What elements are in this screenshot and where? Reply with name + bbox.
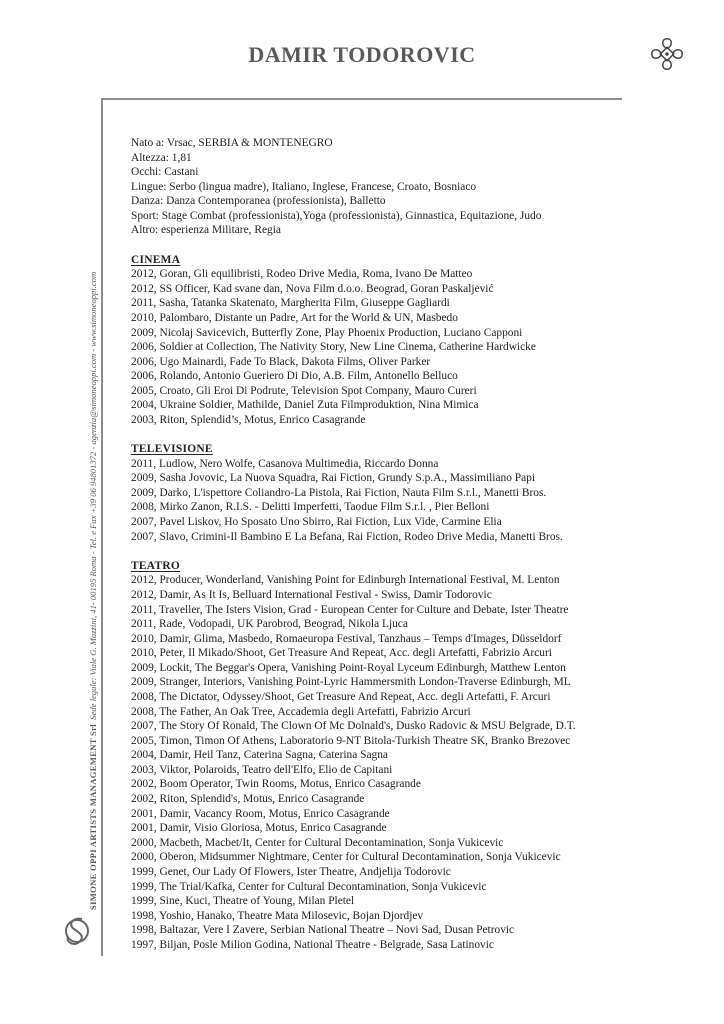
credit-item: 2010, Damir, Glima, Masbedo, Romaeuropa Festival, Tanzhaus – Temps d'Images, Düsseldorf <box>131 632 562 645</box>
credit-item: 2010, Peter, Il Mikado/Shoot, Get Treasure And Repeat, Acc. degli Artefatti, Fabrizio Arcuri <box>131 647 552 660</box>
cv-content <box>131 136 621 952</box>
credit-item: 2007, Slavo, Crimini-Il Bambino E La Befana, Rai Fiction, Rodeo Drive Media, Manetti Bros. <box>131 530 563 543</box>
section-heading: TEATRO <box>131 559 181 572</box>
agency-name: SIMONE OPPI ARTISTS MANAGEMENT Srl <box>88 724 98 910</box>
credit-item: 1999, Sine, Kuci, Theatre of Young, Milan Pletel <box>131 895 355 908</box>
credit-item: 2008, The Dictator, Odyssey/Shoot, Get Treasure And Repeat, Acc. degli Artefatti, F. Arcuri <box>131 691 551 704</box>
profile-height: Altezza: 1,81 <box>131 151 192 164</box>
profile-languages: Lingue: Serbo (lingua madre), Italiano, Inglese, Francese, Croato, Bosniaco <box>131 180 477 193</box>
credit-item: 2009, Lockit, The Beggar's Opera, Vanishing Point-Royal Lyceum Edinburgh, Matthew Lenton <box>131 661 566 674</box>
credit-item: 2011, Rade, Vodopadi, UK Parobrod, Beograd, Nikola Ljuca <box>131 618 408 631</box>
agency-contact: Sede legale: Viale G. Mazzini, 41- 00195 Roma - Tel. e Fax +39 06 94801372 - agenzia@simoneoppi.com - www.simoneoppi.com <box>88 271 98 720</box>
credit-item: 2005, Timon, Timon Of Athens, Laboratorio 9-NT Bitola-Turkish Theatre SK, Branko Brezovec <box>131 734 571 747</box>
credit-item: 2012, Producer, Wonderland, Vanishing Point for Edinburgh International Festival, M. Lenton <box>131 574 560 587</box>
credit-item: 2008, Mirko Zanon, R.I.S. - Delitti Imperfetti, Taodue Film S.r.l. , Pier Belloni <box>131 501 490 514</box>
top-rule <box>101 98 622 100</box>
credit-item: 2010, Palombaro, Distante un Padre, Art for the World & UN, Masbedo <box>131 311 458 324</box>
credit-item: 2004, Damir, Heil Tanz, Caterina Sagna, Caterina Sagna <box>131 749 388 762</box>
profile-dance: Danza: Danza Contemporanea (professionista), Balletto <box>131 195 386 208</box>
ornament-icon <box>648 35 686 73</box>
credit-item: 2012, Damir, As It Is, Belluard International Festival - Swiss, Damir Todorovic <box>131 588 492 601</box>
credit-item: 2001, Damir, Visio Gloriosa, Motus, Enrico Casagrande <box>131 822 387 835</box>
section-teatro <box>131 559 621 953</box>
credit-item: 1998, Baltazar, Vere I Zavere, Serbian National Theatre – Novi Sad, Dusan Petrovic <box>131 924 515 937</box>
profile-sport: Sport: Stage Combat (professionista),Yoga (professionista), Ginnastica, Equitazione, Judo <box>131 209 542 222</box>
credit-item: 1999, The Trial/Kafka, Center for Cultural Decontamination, Sonja Vukicevic <box>131 880 487 893</box>
profile-other: Altro: esperienza Militare, Regia <box>131 224 281 237</box>
profile-birthplace: Nato a: Vrsac, SERBIA & MONTENEGRO <box>131 137 333 149</box>
section-cinema <box>131 253 621 428</box>
credit-item: 2008, The Father, An Oak Tree, Accademia degli Artefatti, Fabrizio Arcuri <box>131 705 471 718</box>
page-title: DAMIR TODOROVIC <box>248 42 476 67</box>
credit-item: 2011, Sasha, Tatanka Skatenato, Margherita Film, Giuseppe Gagliardi <box>131 297 450 310</box>
credit-item: 2000, Macbeth, Macbet/It, Center for Cultural Decontamination, Sonja Vukicevic <box>131 836 504 849</box>
credit-item: 2002, Riton, Splendid's, Motus, Enrico Casagrande <box>131 793 365 806</box>
credit-item: 2007, The Story Of Ronald, The Clown Of Mc Dolnald's, Dusko Radovic & MSU Belgrade, D.T. <box>131 720 576 733</box>
credit-item: 2012, Goran, Gli equilibristi, Rodeo Drive Media, Roma, Ivano De Matteo <box>131 268 473 281</box>
profile-block <box>131 136 621 238</box>
credit-item: 2011, Ludlow, Nero Wolfe, Casanova Multimedia, Riccardo Donna <box>131 457 439 470</box>
credit-item: 2001, Damir, Vacancy Room, Motus, Enrico Casagrande <box>131 807 390 820</box>
credit-item: 2007, Pavel Liskov, Ho Sposato Uno Sbirro, Rai Fiction, Lux Vide, Carmine Elia <box>131 516 502 529</box>
profile-eyes: Occhi: Castani <box>131 166 199 179</box>
credit-item: 2000, Oberon, Midsummer Nightmare, Center for Cultural Decontamination, Sonja Vukicevic <box>131 851 561 864</box>
agency-sidebar <box>88 180 98 910</box>
credit-item: 2005, Croato, Gli Eroi Di Podrute, Television Spot Company, Mauro Cureri <box>131 384 477 397</box>
credit-item: 1998, Yoshio, Hanako, Theatre Mata Milosevic, Bojan Djordjev <box>131 909 424 922</box>
credit-item: 2006, Ugo Mainardi, Fade To Black, Dakota Films, Oliver Parker <box>131 355 431 368</box>
section-heading: TELEVISIONE <box>131 443 213 456</box>
section-televisione <box>131 442 621 544</box>
credit-item: 2003, Riton, Splendid’s, Motus, Enrico Casagrande <box>131 414 366 426</box>
agency-logo-icon <box>62 915 92 947</box>
section-heading: CINEMA <box>131 253 181 266</box>
credit-item: 2004, Ukraine Soldier, Mathilde, Daniel Zuta Filmproduktion, Nina Mimica <box>131 399 479 412</box>
credit-item: 2011, Traveller, The Isters Vision, Grad - European Center for Culture and Debate, Ister Theatre <box>131 603 569 616</box>
credit-item: 2012, SS Officer, Kad svane dan, Nova Film d.o.o. Beograd, Goran Paskaljević <box>131 282 494 295</box>
credit-item: 1999, Genet, Our Lady Of Flowers, Ister Theatre, Andjelija Todorovic <box>131 865 451 878</box>
credit-item: 2003, Viktor, Polaroids, Teatro dell'Elfo, Elio de Capitani <box>131 763 393 776</box>
credit-item: 2009, Stranger, Interiors, Vanishing Point-Lyric Hammersmith London-Traverse Edinburgh, ML <box>131 676 571 689</box>
credit-item: 2002, Boom Operator, Twin Rooms, Motus, Enrico Casagrande <box>131 778 421 791</box>
credit-item: 2006, Soldier at Collection, The Nativity Story, New Line Cinema, Catherine Hardwicke <box>131 341 536 354</box>
credit-item: 2009, Nicolaj Savicevich, Butterfly Zone, Play Phoenix Production, Luciano Capponi <box>131 326 523 339</box>
credit-item: 2009, Sasha Jovovic, La Nuova Squadra, Rai Fiction, Grundy S.p.A., Massimiliano Papi <box>131 472 536 485</box>
credit-item: 1997, Biljan, Posle Milion Godina, National Theatre - Belgrade, Sasa Latinovic <box>131 938 494 951</box>
credit-item: 2009, Darko, L'ispettore Coliandro-La Pistola, Rai Fiction, Nauta Film S.r.l., Manetti Bros. <box>131 486 547 499</box>
left-rule <box>101 98 103 956</box>
credit-item: 2006, Rolando, Antonio Gueriero Di Dio, A.B. Film, Antonello Belluco <box>131 370 458 383</box>
